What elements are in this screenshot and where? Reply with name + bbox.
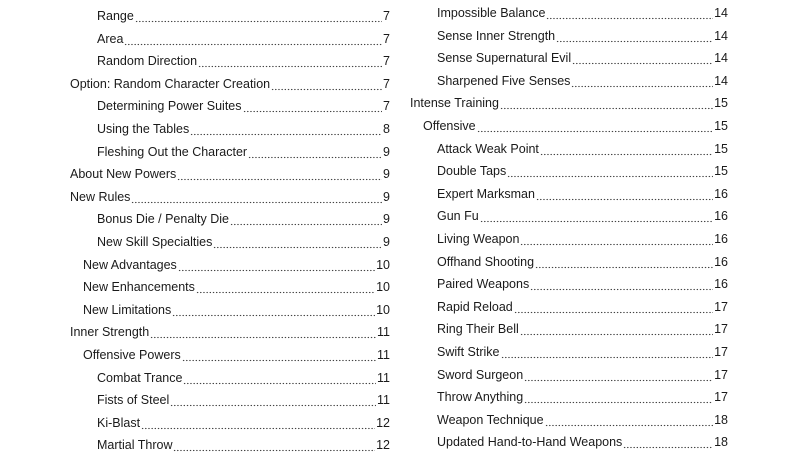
toc-entry-label[interactable]: Offensive bbox=[423, 119, 476, 133]
toc-entry-page-number[interactable]: 9 bbox=[383, 235, 390, 249]
toc-entry-label[interactable]: Range bbox=[97, 9, 134, 23]
toc-entry-page-number[interactable]: 10 bbox=[376, 257, 390, 272]
toc-entry-about-new-powers[interactable] bbox=[70, 163, 390, 185]
toc-entry-new-rules[interactable] bbox=[70, 186, 390, 208]
toc-entry-label[interactable]: Sense Inner Strength bbox=[437, 28, 556, 43]
dot-leader bbox=[230, 212, 382, 226]
toc-entry-label[interactable]: Weapon Technique bbox=[437, 412, 544, 427]
toc-entry-new-skill-specialties[interactable] bbox=[70, 231, 390, 253]
dot-leader bbox=[177, 167, 382, 181]
toc-entry-page-number[interactable]: 11 bbox=[377, 325, 390, 340]
toc-entry-page-number[interactable]: 16 bbox=[714, 209, 728, 224]
dot-leader bbox=[520, 322, 713, 336]
dot-leader bbox=[135, 9, 382, 23]
toc-entry-page-number[interactable]: 8 bbox=[383, 122, 390, 136]
dot-leader bbox=[173, 438, 375, 452]
toc-entry-inner-strength[interactable] bbox=[70, 321, 390, 343]
toc-entry-page-number[interactable]: 12 bbox=[376, 438, 390, 453]
toc-entry-page-number[interactable]: 15 bbox=[714, 141, 728, 156]
toc-entry-label[interactable]: Sharpened Five Senses bbox=[437, 73, 571, 88]
toc-entry-label[interactable]: Inner Strength bbox=[70, 325, 150, 340]
toc-entry-page-number[interactable]: 10 bbox=[376, 302, 390, 317]
toc-entry-label[interactable]: Paired Weapons bbox=[437, 277, 530, 292]
toc-entry-label[interactable]: About New Powers bbox=[70, 167, 177, 182]
toc-entry-page-number[interactable]: 15 bbox=[714, 164, 728, 179]
toc-entry-option-random-character-creation[interactable] bbox=[70, 73, 390, 95]
toc-entry-range[interactable] bbox=[70, 5, 390, 27]
toc-entry-label[interactable]: Attack Weak Point bbox=[437, 141, 539, 156]
toc-entry-attack-weak-point[interactable] bbox=[410, 138, 728, 160]
dot-leader bbox=[623, 435, 713, 449]
toc-entry-page-number[interactable]: 14 bbox=[714, 6, 728, 20]
toc-entry-label[interactable]: Using the Tables bbox=[97, 122, 190, 136]
toc-entry-impossible-balance[interactable] bbox=[410, 2, 728, 24]
dot-leader bbox=[477, 119, 714, 133]
toc-entry-random-direction[interactable] bbox=[70, 50, 390, 72]
toc-entry-expert-marksman[interactable] bbox=[410, 183, 728, 205]
toc-entry-label[interactable]: Martial Throw bbox=[97, 438, 173, 453]
toc-entry-page-number[interactable]: 14 bbox=[714, 73, 728, 88]
dot-leader bbox=[536, 187, 713, 201]
toc-entry-label[interactable]: Offhand Shooting bbox=[437, 254, 535, 269]
toc-entry-ki-blast[interactable] bbox=[70, 412, 390, 434]
dot-leader bbox=[131, 190, 382, 204]
dot-leader bbox=[213, 235, 382, 249]
toc-entry-label[interactable]: New Advantages bbox=[83, 257, 177, 272]
toc-entry-page-number[interactable]: 9 bbox=[383, 167, 390, 182]
toc-entry-throw-anything[interactable] bbox=[410, 386, 728, 408]
toc-entry-label[interactable]: Impossible Balance bbox=[437, 6, 546, 20]
dot-leader bbox=[524, 390, 713, 404]
toc-entry-bonus-die-penalty-die[interactable] bbox=[70, 208, 390, 230]
dot-leader bbox=[124, 32, 382, 46]
dot-leader bbox=[535, 255, 713, 269]
toc-entry-label[interactable]: Sense Supernatural Evil bbox=[437, 51, 572, 66]
toc-entry-page-number[interactable]: 17 bbox=[714, 390, 728, 405]
toc-entry-label[interactable]: Ki-Blast bbox=[97, 415, 141, 430]
toc-entry-sense-inner-strength[interactable] bbox=[410, 25, 728, 47]
toc-entry-label[interactable]: Intense Training bbox=[410, 96, 499, 111]
toc-entry-label[interactable]: Combat Trance bbox=[97, 370, 183, 385]
toc-entry-page-number[interactable]: 7 bbox=[383, 99, 390, 114]
toc-entry-label[interactable]: New Limitations bbox=[83, 302, 172, 317]
toc-entry-label[interactable]: Fleshing Out the Character bbox=[97, 144, 248, 159]
dot-leader bbox=[198, 54, 382, 68]
toc-entry-page-number[interactable]: 7 bbox=[383, 76, 390, 91]
dot-leader bbox=[500, 96, 713, 110]
toc-entry-intense-training[interactable] bbox=[410, 92, 728, 114]
toc-entry-page-number[interactable]: 18 bbox=[714, 412, 728, 427]
toc-entry-page-number[interactable]: 11 bbox=[377, 348, 390, 362]
toc-entry-label[interactable]: Rapid Reload bbox=[437, 299, 513, 314]
toc-entry-page-number[interactable]: 18 bbox=[714, 435, 728, 450]
dot-leader bbox=[178, 258, 375, 272]
dot-leader bbox=[507, 164, 713, 178]
toc-entry-label[interactable]: New Enhancements bbox=[83, 280, 195, 295]
toc-entry-new-enhancements[interactable] bbox=[70, 276, 390, 298]
toc-entry-label[interactable]: Living Weapon bbox=[437, 232, 520, 246]
dot-leader bbox=[501, 345, 714, 359]
toc-entry-area[interactable] bbox=[70, 28, 390, 50]
toc-entry-page-number[interactable]: 16 bbox=[714, 232, 728, 246]
toc-entry-determining-power-suites[interactable] bbox=[70, 95, 390, 117]
dot-leader bbox=[248, 145, 382, 159]
toc-entry-rapid-reload[interactable] bbox=[410, 296, 728, 318]
toc-entry-label[interactable]: Random Direction bbox=[97, 54, 198, 69]
toc-entry-new-limitations[interactable] bbox=[70, 299, 390, 321]
dot-leader bbox=[545, 413, 714, 427]
toc-entry-page-number[interactable]: 11 bbox=[377, 370, 390, 385]
toc-entry-label[interactable]: Determining Power Suites bbox=[97, 99, 242, 114]
toc-entry-living-weapon[interactable] bbox=[410, 228, 728, 250]
toc-entry-label[interactable]: Area bbox=[97, 31, 124, 46]
toc-entry-paired-weapons[interactable] bbox=[410, 273, 728, 295]
toc-entry-swift-strike[interactable] bbox=[410, 341, 728, 363]
dot-leader bbox=[141, 416, 375, 430]
dot-leader bbox=[150, 325, 376, 339]
toc-entry-double-taps[interactable] bbox=[410, 160, 728, 182]
toc-entry-label[interactable]: Double Taps bbox=[437, 164, 507, 179]
dot-leader bbox=[524, 368, 713, 382]
toc-entry-page-number[interactable]: 15 bbox=[714, 119, 728, 133]
toc-entry-label[interactable]: Offensive Powers bbox=[83, 348, 181, 362]
dot-leader bbox=[572, 51, 713, 65]
toc-entry-page-number[interactable]: 9 bbox=[383, 212, 390, 227]
toc-entry-new-advantages[interactable] bbox=[70, 254, 390, 276]
toc-entry-using-the-tables[interactable] bbox=[70, 118, 390, 140]
toc-entry-page-number[interactable]: 15 bbox=[714, 96, 728, 111]
toc-entry-page-number[interactable]: 7 bbox=[383, 54, 390, 69]
dot-leader bbox=[182, 348, 376, 362]
toc-entry-page-number[interactable]: 14 bbox=[714, 28, 728, 43]
toc-entry-page-number[interactable]: 17 bbox=[714, 299, 728, 314]
dot-leader bbox=[530, 277, 713, 291]
toc-entry-combat-trance[interactable] bbox=[70, 367, 390, 389]
toc-entry-page-number[interactable]: 17 bbox=[714, 345, 728, 359]
dot-leader bbox=[243, 99, 383, 113]
toc-entry-label[interactable]: Sword Surgeon bbox=[437, 367, 524, 382]
toc-entry-page-number[interactable]: 14 bbox=[714, 51, 728, 66]
toc-entry-page-number[interactable]: 16 bbox=[714, 277, 728, 292]
toc-entry-page-number[interactable]: 11 bbox=[377, 393, 390, 408]
toc-entry-label[interactable]: Throw Anything bbox=[437, 390, 524, 405]
toc-entry-label[interactable]: Bonus Die / Penalty Die bbox=[97, 212, 230, 227]
toc-entry-label[interactable]: Option: Random Character Creation bbox=[70, 76, 271, 91]
toc-entry-label[interactable]: Gun Fu bbox=[437, 209, 479, 224]
toc-entry-label[interactable]: New Skill Specialties bbox=[97, 235, 213, 249]
toc-entry-label[interactable]: New Rules bbox=[70, 189, 131, 204]
dot-leader bbox=[190, 122, 382, 136]
toc-entry-martial-throw[interactable] bbox=[70, 434, 390, 456]
dot-leader bbox=[170, 393, 376, 407]
dot-leader bbox=[514, 300, 713, 314]
toc-entry-sword-surgeon[interactable] bbox=[410, 364, 728, 386]
toc-entry-page-number[interactable]: 16 bbox=[714, 254, 728, 269]
toc-entry-fists-of-steel[interactable] bbox=[70, 389, 390, 411]
dot-leader bbox=[556, 29, 713, 43]
toc-entry-page-number[interactable]: 16 bbox=[714, 186, 728, 201]
dot-leader bbox=[183, 371, 376, 385]
toc-entry-page-number[interactable]: 17 bbox=[714, 322, 728, 337]
toc-entry-page-number[interactable]: 9 bbox=[383, 144, 390, 159]
dot-leader bbox=[271, 77, 382, 91]
toc-entry-label[interactable]: Ring Their Bell bbox=[437, 322, 519, 337]
toc-entry-fleshing-out-the-character[interactable] bbox=[70, 141, 390, 163]
toc-entry-offensive[interactable] bbox=[410, 115, 728, 137]
toc-entry-updated-hand-to-hand-weapons[interactable] bbox=[410, 431, 728, 453]
dot-leader bbox=[520, 232, 713, 246]
toc-entry-page-number[interactable]: 10 bbox=[376, 280, 390, 295]
toc-entry-offensive-powers[interactable] bbox=[70, 344, 390, 366]
dot-leader bbox=[546, 6, 713, 20]
dot-leader bbox=[480, 209, 713, 223]
toc-entry-sharpened-five-senses[interactable] bbox=[410, 70, 728, 92]
toc-entry-ring-their-bell[interactable] bbox=[410, 318, 728, 340]
toc-entry-label[interactable]: Fists of Steel bbox=[97, 393, 170, 408]
toc-entry-label[interactable]: Updated Hand-to-Hand Weapons bbox=[437, 435, 623, 450]
dot-leader bbox=[540, 142, 713, 156]
dot-leader bbox=[172, 303, 375, 317]
dot-leader bbox=[196, 280, 375, 294]
toc-entry-page-number[interactable]: 12 bbox=[376, 415, 390, 430]
toc-entry-page-number[interactable]: 7 bbox=[383, 9, 390, 23]
toc-entry-label[interactable]: Expert Marksman bbox=[437, 186, 535, 201]
toc-entry-gun-fu[interactable] bbox=[410, 205, 728, 227]
toc-entry-offhand-shooting[interactable] bbox=[410, 251, 728, 273]
dot-leader bbox=[571, 74, 713, 88]
toc-entry-sense-supernatural-evil[interactable] bbox=[410, 47, 728, 69]
toc-entry-weapon-technique[interactable] bbox=[410, 409, 728, 431]
toc-entry-page-number[interactable]: 9 bbox=[383, 189, 390, 204]
toc-entry-page-number[interactable]: 7 bbox=[383, 31, 390, 46]
toc-entry-label[interactable]: Swift Strike bbox=[437, 345, 500, 359]
toc-entry-page-number[interactable]: 17 bbox=[714, 367, 728, 382]
